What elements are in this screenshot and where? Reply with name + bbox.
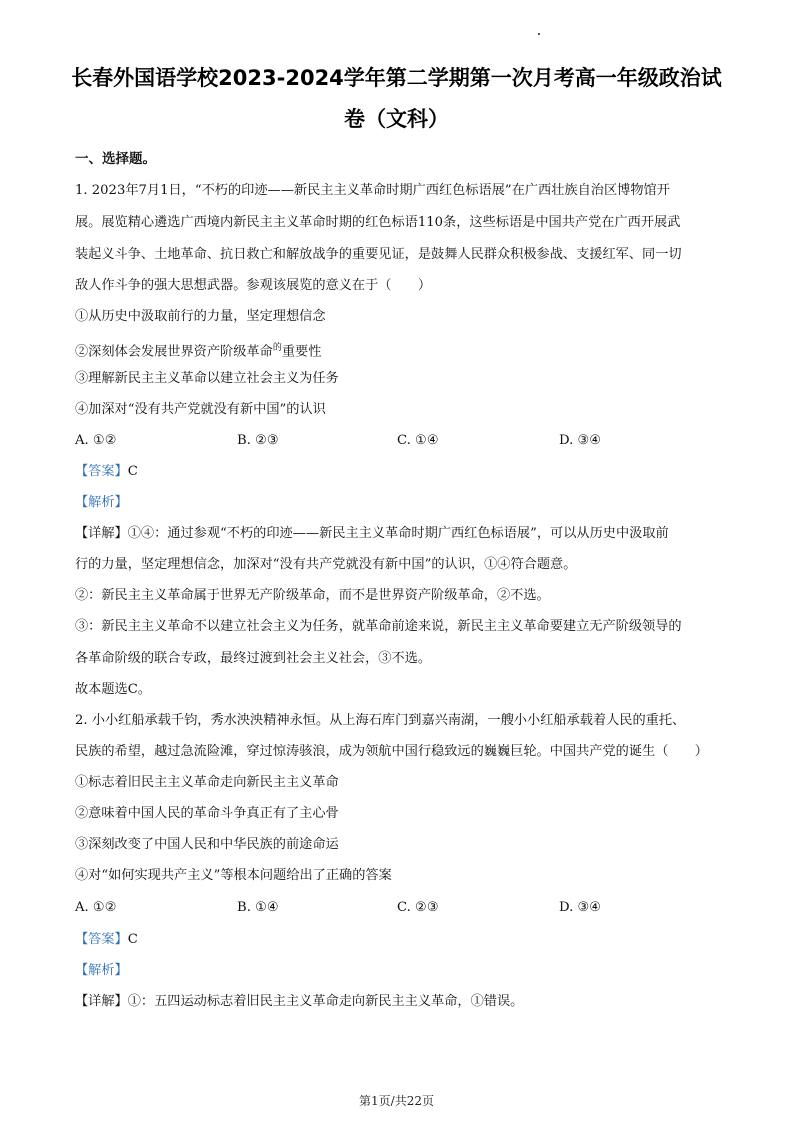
q1-stem-line: 1. 2023年7月1日，“不朽的印迹——新民主主义革命时期广西红色标语展”在广西壮族自治区博物馆开 [75,183,670,198]
q2-item-1: ①标志着旧民主主义革命走向新民主主义革命 [75,775,339,790]
q2-item-4: ④对“如何实现共产主义”等根本问题给出了正确的答案 [75,868,392,883]
q1-item-2-tail: 重要性 [281,344,322,360]
q2-option-c: C. ②③ [397,900,439,915]
q2-detail-line [75,993,735,1011]
q2-option-d: D. ③④ [559,900,602,915]
q1-option-b: B. ②③ [237,433,279,448]
answer-label: 【答案】 [75,464,128,479]
q1-detail-line [75,525,735,543]
q2-answer [75,931,735,949]
q1-conclusion: 故本题选C。 [75,682,152,697]
q1-stem-line: 敌人作斗争的强大思想武器。参观该展览的意义在于（ ） [75,278,432,293]
q1-option-c: C. ①④ [397,433,439,448]
exam-title-line-2: 卷（文科） [344,107,449,131]
answer-label: 【答案】 [75,932,128,947]
q1-answer [75,463,735,481]
q1-item-1: ①从历史中汲取前行的力量，坚定理想信念 [75,309,326,324]
detail-label: 【详解】 [75,526,128,541]
exam-title-line-1: 长春外国语学校2023-2024学年第二学期第一次月考高一年级政治试 [71,66,722,90]
page-footer: 第1页/共22页 [359,1094,434,1108]
q2-options [75,899,735,917]
scan-dot [538,33,540,35]
q1-item-4: ④加深对“没有共产党就没有新中国”的认识 [75,402,326,417]
q1-stem-line: 展。展览精心遴选广西境内新民主主义革命时期的红色标语110条，这些标语是中国共产党在广西开展武 [75,215,681,230]
q2-stem-line: 民族的希望，越过急流险滩，穿过惊涛骇浪，成为领航中国行稳致远的巍巍巨轮。中国共产党的诞生（ ） [75,744,708,759]
q1-stem-line: 装起义斗争、土地革命、抗日救亡和解放战争的重要见证，是鼓舞人民群众积极参战、支援红军、同一切 [75,247,682,262]
q2-analysis-label: 【解析】 [75,963,128,978]
q1-option-d: D. ③④ [559,433,602,448]
q2-item-3: ③深刻改变了中国人民和中华民族的前途命运 [75,837,339,852]
q2-option-a: A. ①② [75,900,117,915]
scan-glyph: 的 [272,343,282,353]
q1-options [75,432,735,450]
q1-item-3: ③理解新民主主义革命以建立社会主义为任务 [75,371,339,386]
q1-item-2 [75,339,735,361]
q1-detail-line: 各革命阶级的联合专政，最终过渡到社会主义社会，③不选。 [75,651,432,666]
detail-label: 【详解】 [75,994,128,1009]
q1-analysis-label: 【解析】 [75,495,128,510]
q2-option-b: B. ①④ [237,900,279,915]
q1-detail-line: ③：新民主主义革命不以建立社会主义为任务，就革命前途来说，新民主主义革命要建立无产阶级领导的 [75,619,682,634]
detail-text: ①：五四运动标志着旧民主主义革命走向新民主主义革命，①错误。 [127,994,524,1009]
q2-stem-line: 2. 小小红船承载千钧，秀水泱泱精神永恒。从上海石库门到嘉兴南湖，一艘小小红船承载着人民的重托、 [75,713,686,728]
answer-value: C [127,932,138,947]
q1-detail-line: ②：新民主主义革命属于世界无产阶级革命，而不是世界资产阶级革命，②不选。 [75,588,550,603]
detail-text: ①④：通过参观“不朽的印迹——新民主主义革命时期广西红色标语展”，可以从历史中汲取前 [127,526,669,541]
section-heading: 一、选择题。 [75,151,156,167]
answer-value: C [127,464,138,479]
q1-detail-line: 行的力量，坚定理想信念，加深对“没有共产党就没有新中国”的认识，①④符合题意。 [75,557,577,572]
q2-item-2: ②意味着中国人民的革命斗争真正有了主心骨 [75,806,339,821]
q1-item-2-text: ②深刻体会发展世界资产阶级革命 [75,344,273,360]
q1-option-a: A. ①② [75,433,117,448]
